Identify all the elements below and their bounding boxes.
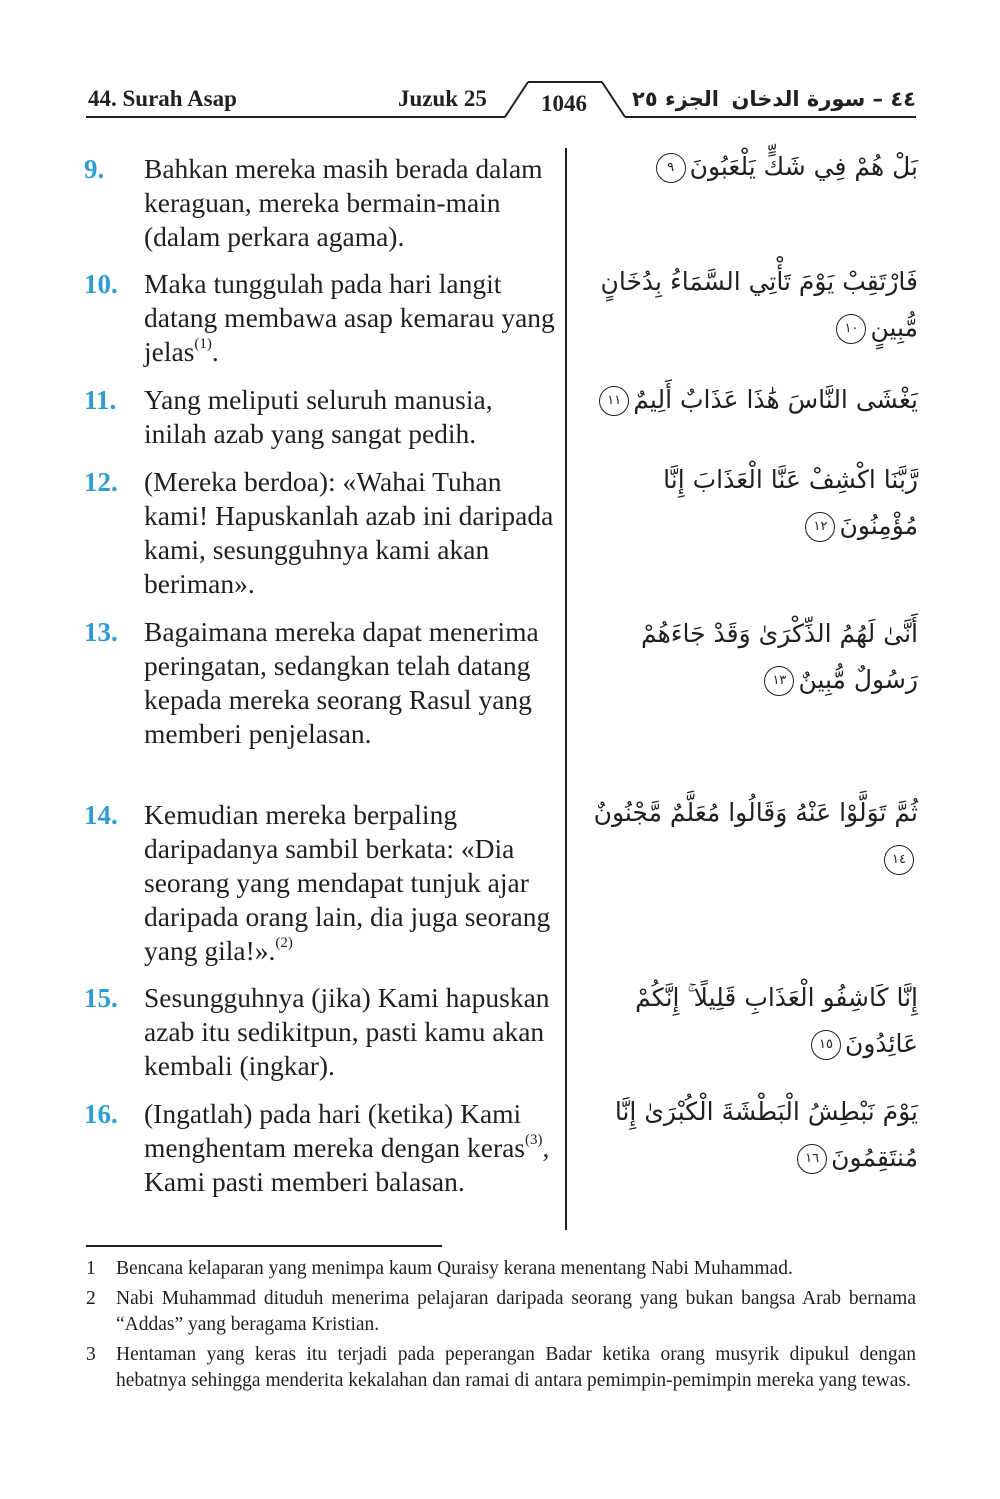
- arabic-surah-title: ٤٤ – سورة الدخان: [731, 87, 916, 111]
- footnote-text: Hentaman yang keras itu terjadi pada peperangan Badar ketika orang musyrik dipukul dengan hebatnya sehingga menderita kekalahan dan ramai di antara pemimpin-pemimpin mereka yang tewas.: [116, 1344, 916, 1391]
- surah-title: 44. Surah Asap: [88, 86, 237, 111]
- verse-number: 9.: [84, 154, 105, 184]
- verse-translation: Maka tunggulah pada hari langit datang membawa asap kemarau yang jelas$^{(1)}$.: [144, 268, 555, 367]
- verse-arabic: إِنَّا كَاشِفُو الْعَذَابِ قَلِيلًا ۚ إِنَّكُمْ عَائِدُونَ١٥: [635, 983, 918, 1058]
- page-number: 1046: [541, 91, 587, 116]
- verse-translation: Yang meliputi seluruh manusia, inilah azab yang sangat pedih.: [144, 384, 493, 449]
- ayah-marker-icon: ٩: [656, 153, 686, 183]
- verse-number: 10.: [84, 269, 118, 299]
- footnote-ref: (1): [194, 335, 212, 352]
- verse-arabic: بَلْ هُمْ فِي شَكٍّ يَلْعَبُونَ٩: [582, 144, 918, 190]
- ayah-marker-icon: ١٠: [836, 314, 866, 344]
- footnote-text: Bencana kelaparan yang menimpa kaum Quraisy kerana menentang Nabi Muhammad.: [116, 1258, 793, 1279]
- verse-translation: Bagaimana mereka dapat menerima peringatan, sedangkan telah datang kepada mereka seorang Rasul yang memberi penjelasan.: [144, 616, 539, 749]
- ayah-marker-icon: ١٤: [884, 845, 914, 875]
- arabic-juz-label: الجزء ٢٥: [632, 87, 719, 111]
- verse-arabic: يَغْشَى النَّاسَ هَٰذَا عَذَابٌ أَلِيمٌ١١: [582, 377, 918, 423]
- verse-arabic: أَنَّىٰ لَهُمُ الذِّكْرَىٰ وَقَدْ جَاءَهُمْ رَسُولٌ مُّبِينٌ١٣: [640, 619, 918, 694]
- footnote-rule: [86, 1245, 442, 1247]
- verse-translation: (Mereka berdoa): «Wahai Tuhan kami! Hapuskanlah azab ini daripada kami, sesungguhnya kami akan beriman».: [144, 466, 554, 599]
- ayah-marker-icon: ١٦: [797, 1144, 827, 1174]
- ayah-marker-icon: ١٣: [764, 666, 794, 696]
- verse-translation: Sesungguhnya (jika) Kami hapuskan azab itu sedikitpun, pasti kamu akan kembali (ingkar).: [144, 982, 550, 1081]
- footnote-ref: (2): [275, 934, 293, 951]
- verse-number: 13.: [84, 617, 118, 647]
- verse-arabic: يَوْمَ نَبْطِشُ الْبَطْشَةَ الْكُبْرَىٰ إِنَّا مُنتَقِمُونَ١٦: [614, 1097, 918, 1172]
- footnote-number: 2: [86, 1288, 96, 1309]
- footnote-number: 1: [86, 1258, 96, 1279]
- verse-translation: (Ingatlah) pada hari (ketika) Kami menghentam mereka dengan keras$^{(3)}$, Kami pasti memberi balasan.: [144, 1098, 550, 1197]
- verse-translation: Kemudian mereka berpaling daripadanya sambil berkata: «Dia seorang yang mendapat tunjuk ajar daripada orang lain, dia juga seorang yang gila!».$^{(2)}$: [144, 799, 551, 966]
- footnote-ref: (3): [525, 1131, 543, 1148]
- verse-arabic: فَارْتَقِبْ يَوْمَ تَأْتِي السَّمَاءُ بِدُخَانٍ مُّبِينٍ١٠: [600, 267, 918, 342]
- ayah-marker-icon: ١٢: [805, 512, 835, 542]
- column-divider: [565, 148, 567, 1230]
- verse-translation: Bahkan mereka masih berada dalam keraguan, mereka bermain-main (dalam perkara agama).: [144, 153, 543, 252]
- verse-number: 14.: [84, 800, 118, 830]
- verse-number: 15.: [84, 983, 118, 1013]
- verse-number: 16.: [84, 1099, 118, 1129]
- juzuk-label: Juzuk 25: [398, 86, 487, 111]
- verse-arabic: ثُمَّ تَوَلَّوْا عَنْهُ وَقَالُوا مُعَلَّمٌ مَّجْنُونٌ١٤: [582, 790, 918, 882]
- ayah-marker-icon: ١١: [599, 386, 629, 416]
- footnote-text: Nabi Muhammad dituduh menerima pelajaran daripada seorang yang bukan bangsa Arab bernama “Addas” yang beragama Kristian.: [116, 1288, 916, 1335]
- verse-number: 12.: [84, 467, 118, 497]
- verse-arabic: رَّبَّنَا اكْشِفْ عَنَّا الْعَذَابَ إِنَّا مُؤْمِنُونَ١٢: [663, 465, 918, 540]
- ayah-marker-icon: ١٥: [811, 1030, 841, 1060]
- page-header: [0, 0, 1000, 130]
- verse-number: 11.: [84, 385, 117, 415]
- footnote-number: 3: [86, 1344, 96, 1365]
